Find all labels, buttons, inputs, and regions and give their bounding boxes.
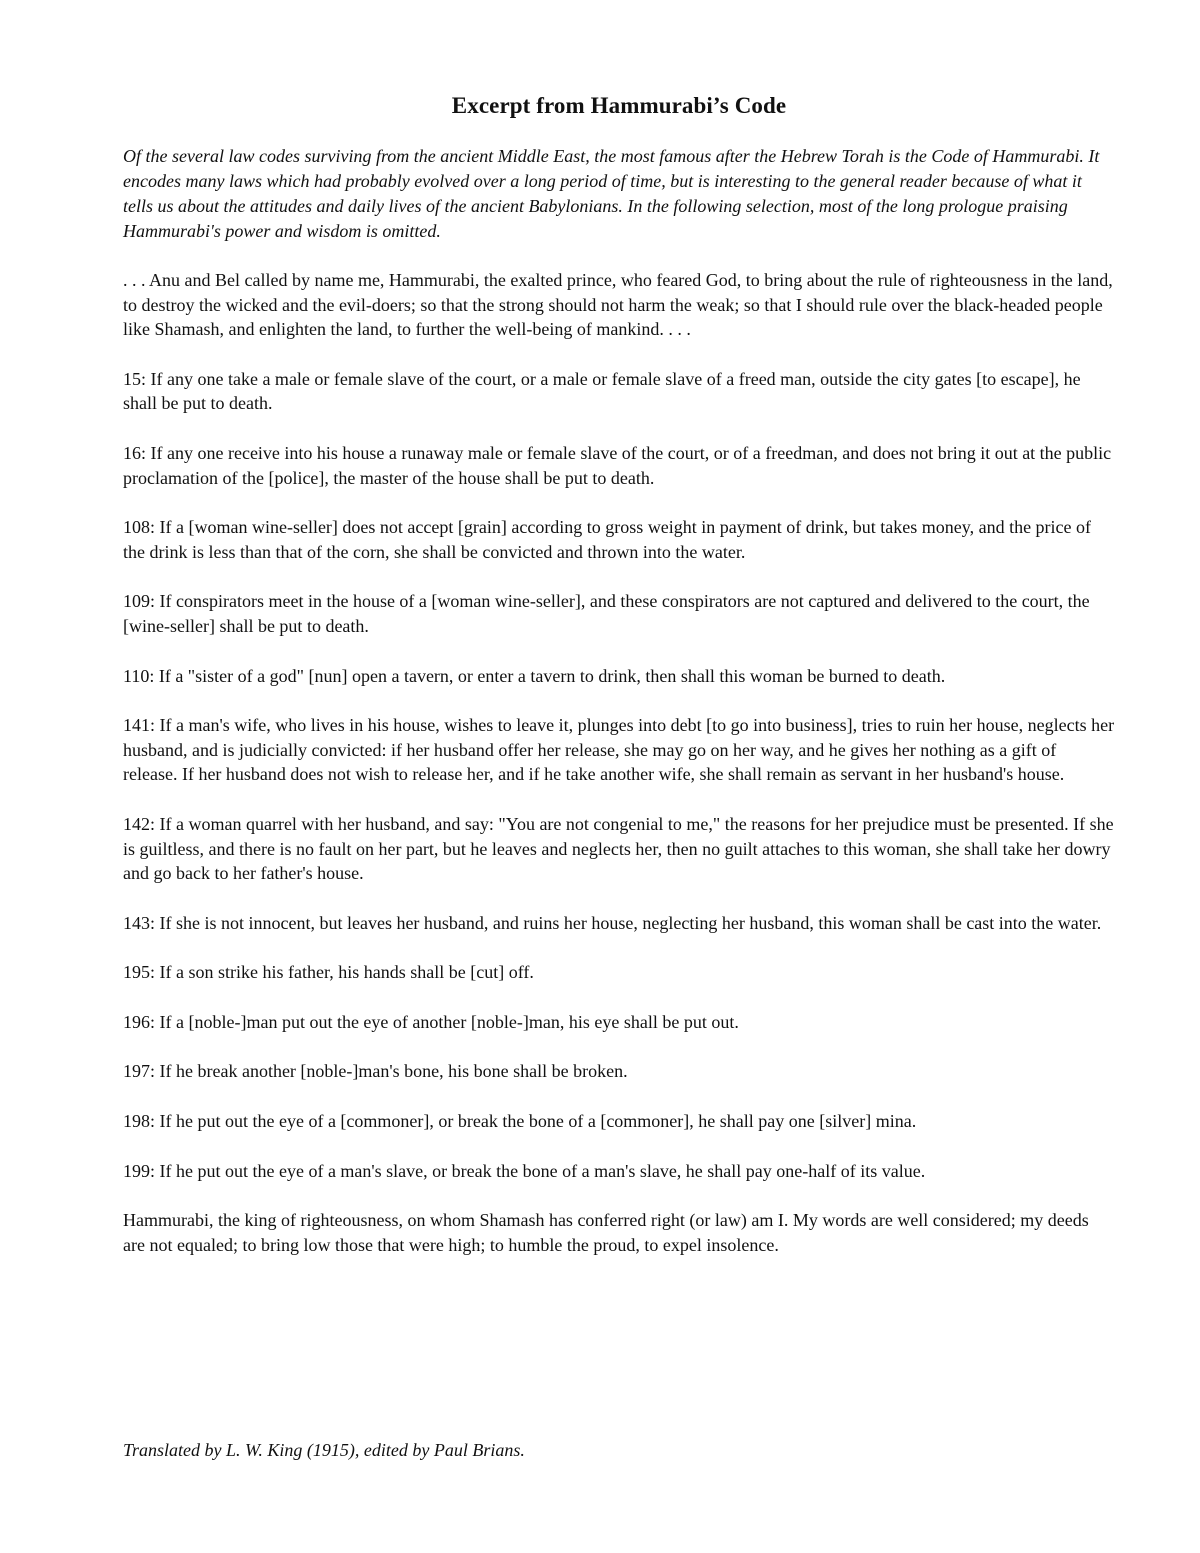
law-199: 199: If he put out the eye of a man's slave, or break the bone of a man's slave, he shall pay one-half of its value. [123,1160,926,1181]
law-196: 196: If a [noble-]man put out the eye of another [noble-]man, his eye shall be put out. [123,1011,739,1032]
law-108: 108: If a [woman wine-seller] does not accept [grain] according to gross weight in payment of drink, but takes money, and the price of the drink is less than that of the corn, she shall be convicted and thrown into the water. [123,517,1092,562]
law-198: 198: If he put out the eye of a [commoner], or break the bone of a [commoner], he shall pay one [silver] mina. [123,1111,917,1132]
law-15: 15: If any one take a male or female slave of the court, or a male or female slave of a freed man, outside the city gates [to escape], he shall be put to death. [123,368,1081,414]
law-197: 197: If he break another [noble-]man's bone, his bone shall be broken. [123,1061,628,1082]
closing-paragraph: Hammurabi, the king of righteousness, on whom Shamash has conferred right (or law) am I. My words are well considered; my deeds are not equaled; to bring low those that were high; to humble the proud, to expel insolence. [123,1210,1089,1255]
law-142: 142: If a woman quarrel with her husband, and say: "You are not congenial to me," the reasons for her prejudice must be presented. If she is guiltless, and there is no fault on her part, but he leaves and neglects her, then no guilt attaches to this woman, she shall take her dowry and go back to her father's house. [123,813,1114,884]
law-110: 110: If a "sister of a god" [nun] open a tavern, or enter a tavern to drink, then shall this woman be burned to death. [123,665,946,686]
prologue-paragraph: . . . Anu and Bel called by name me, Hammurabi, the exalted prince, who feared God, to bring about the rule of righteousness in the land, to destroy the wicked and the evil-doers; so that the strong should not harm the weak; so that I should rule over the black-headed people like Shamash, and enlighten the land, to further the well-being of mankind. . . . [123,270,1113,340]
law-16: 16: If any one receive into his house a runaway male or female slave of the court, or of a freedman, and does not bring it out at the public proclamation of the [police], the master of the house shall be put to death. [123,442,1112,488]
law-109: 109: If conspirators meet in the house of a [woman wine-seller], and these conspirators are not captured and delivered to the court, the [wine-seller] shall be put to death. [123,591,1090,636]
law-143: 143: If she is not innocent, but leaves her husband, and ruins her house, neglecting her husband, this woman shall be cast into the water. [123,912,1102,933]
translation-credit: Translated by L. W. King (1915), edited by Paul Brians. [123,1440,525,1460]
document-body [123,92,1115,1257]
law-195: 195: If a son strike his father, his hands shall be [cut] off. [123,962,534,983]
document-title: Excerpt from Hammurabi’s Code [451,93,787,118]
intro-paragraph: Of the several law codes surviving from the ancient Middle East, the most famous after the Hebrew Torah is the Code of Hammurabi. It encodes many laws which had probably evolved over a long period of time, but is interesting to the general reader because of what it tells us about the attitudes and daily lives of the ancient Babylonians. In the following selection, most of the long prologue praising Hammurabi's power and wisdom is omitted. [123,146,1100,241]
law-141: 141: If a man's wife, who lives in his house, wishes to leave it, plunges into debt [to go into business], tries to ruin her house, neglects her husband, and is judicially convicted: if her husband offer her release, she may go on her way, and he gives her nothing as a gift of release. If her husband does not wish to release her, and if he take another wife, she shall remain as servant in her husband's house. [123,715,1115,785]
